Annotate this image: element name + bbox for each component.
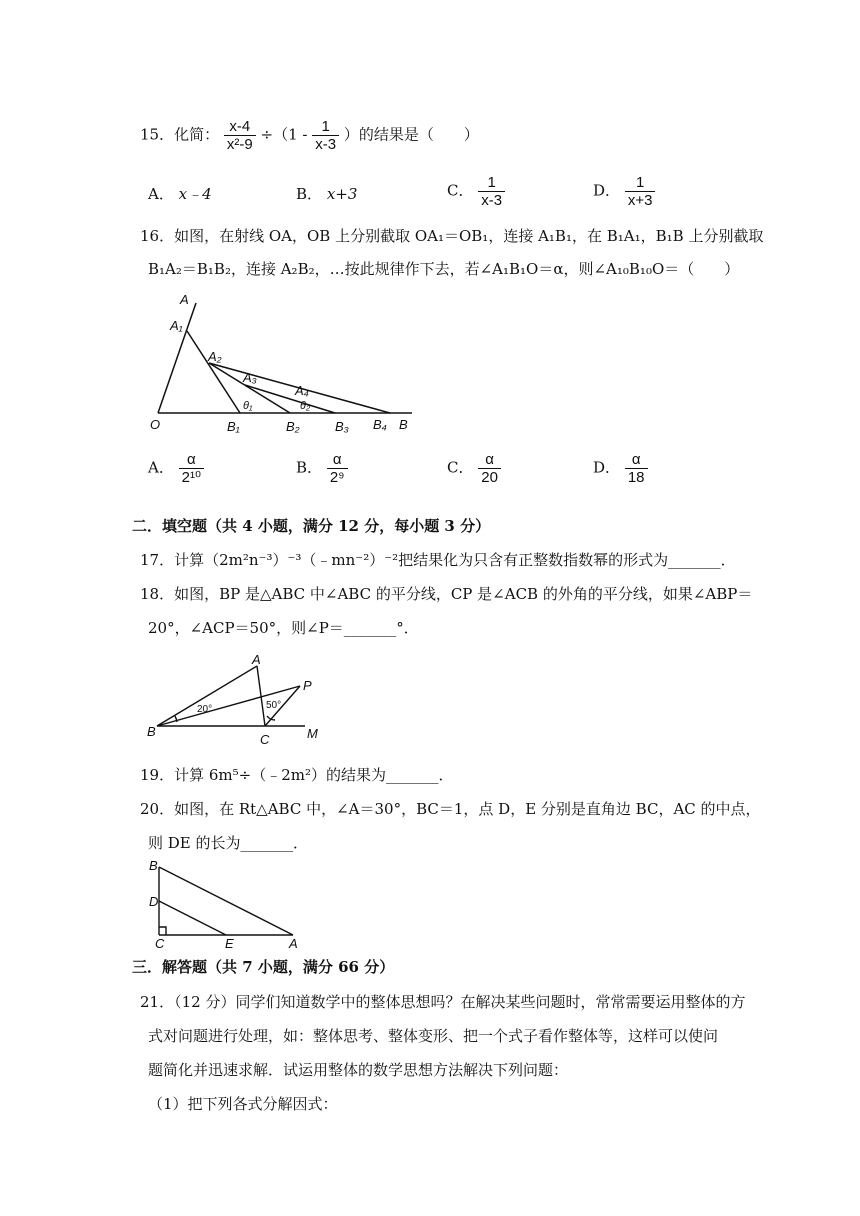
- denominator: x+3: [627, 192, 653, 209]
- numerator: 1: [478, 174, 505, 192]
- numerator: α: [179, 451, 204, 469]
- q15-option-b[interactable]: [296, 183, 357, 204]
- option-text: x+3: [326, 185, 358, 203]
- q21-line-2: 式对问题进行处理，如：整体思考、整体变形、把一个式子看作整体等，这样可以使问: [148, 1027, 719, 1045]
- label-A: A: [252, 652, 261, 667]
- frac1-numerator: x-4: [224, 118, 256, 136]
- label-angle-50: 50°: [266, 700, 282, 711]
- label-A: A: [289, 936, 298, 950]
- option-letter: D．: [593, 181, 621, 200]
- option-fraction: [478, 451, 501, 486]
- option-letter: C．: [447, 181, 474, 200]
- frac2-denominator: x-3: [315, 136, 337, 153]
- q15-line: [140, 118, 479, 153]
- option-text: x﹣4: [178, 185, 212, 203]
- label-C: C: [155, 936, 165, 950]
- q15-option-d[interactable]: [593, 174, 655, 209]
- q21-line-1: 21．（12 分）同学们知道数学中的整体思想吗？在解决某些问题时，常常需要运用整体的方: [140, 993, 746, 1011]
- label-A: A: [180, 292, 189, 307]
- q15-mid: ÷（1 -: [260, 125, 308, 144]
- numerator: 1: [625, 174, 656, 192]
- label-E: E: [225, 936, 234, 950]
- label-A3: A₃: [243, 370, 257, 385]
- q16-line-1: 16．如图，在射线 OA，OB 上分别截取 OA₁＝OB₁，连接 A₁B₁，在 B₁A₁，B₁B 上分别截取: [140, 227, 764, 245]
- label-B: B: [147, 724, 156, 739]
- q18-line-1: 18．如图，BP 是△ABC 中∠ABC 的平分线，CP 是∠ACB 的外角的平分线，如果∠ABP＝: [140, 585, 753, 603]
- label-angle-20: 20°: [197, 704, 213, 715]
- q16-figure: [140, 285, 430, 440]
- denominator: 2⁹: [329, 469, 345, 486]
- q18-line-2: 20°，∠ACP＝50°，则∠P＝_______°．: [148, 619, 419, 637]
- option-fraction: [179, 451, 204, 486]
- q21-line-4: （1）把下列各式分解因式：: [148, 1095, 338, 1113]
- option-letter: B．: [296, 185, 323, 203]
- label-B4: B₄: [373, 417, 387, 432]
- label-B3: B₃: [335, 419, 349, 434]
- frac1-denominator: x²-9: [226, 136, 253, 153]
- label-A4: A₄: [295, 383, 309, 398]
- q20-line-2: 则 DE 的长为_______．: [148, 834, 309, 852]
- q17-line: 17．计算（2m²n⁻³）⁻³（﹣mn⁻²）⁻²把结果化为只含有正整数指数幂的形式为_______．: [140, 551, 736, 569]
- option-fraction: [625, 174, 656, 209]
- label-B: B: [149, 858, 158, 873]
- option-letter: A．: [148, 458, 174, 477]
- q19-line: 19．计算 6m⁵÷（﹣2m²）的结果为_______．: [140, 766, 454, 784]
- q16-option-d[interactable]: [593, 451, 648, 486]
- label-theta1: θ₁: [243, 400, 253, 412]
- q18-figure: [145, 650, 335, 746]
- denominator: 18: [627, 469, 645, 486]
- label-theta2: θ₂: [300, 400, 311, 412]
- q15-option-a[interactable]: [148, 183, 212, 204]
- option-letter: B．: [296, 458, 323, 477]
- numerator: α: [625, 451, 648, 469]
- q15-option-c[interactable]: [447, 174, 505, 209]
- q16-option-a[interactable]: [148, 451, 204, 486]
- label-D: D: [149, 894, 159, 909]
- q16-line-2: B₁A₂＝B₁B₂，连接 A₂B₂，…按此规律作下去，若∠A₁B₁O＝α，则∠A₁₀B₁₀O＝（ ）: [148, 260, 740, 278]
- q20-figure: [145, 855, 310, 950]
- option-fraction: [625, 451, 648, 486]
- label-P: P: [303, 678, 312, 693]
- denominator: 2¹⁰: [181, 469, 201, 486]
- frac2-numerator: 1: [312, 118, 339, 136]
- option-fraction: [327, 451, 348, 486]
- q15-fraction-1: [224, 118, 256, 153]
- q15-fraction-2: [312, 118, 339, 153]
- label-C: C: [260, 732, 270, 746]
- q20-line-1: 20．如图，在 Rt△ABC 中，∠A＝30°，BC＝1，点 D，E 分别是直角边 BC，AC 的中点，: [140, 800, 761, 818]
- label-M: M: [307, 726, 318, 741]
- label-O: O: [150, 417, 161, 432]
- option-fraction: [478, 174, 505, 209]
- option-letter: C．: [447, 458, 474, 477]
- option-letter: A．: [148, 185, 174, 203]
- denominator: 20: [481, 469, 498, 486]
- label-A1: A₁: [170, 318, 183, 333]
- q16-option-c[interactable]: [447, 451, 501, 486]
- label-B2: B₂: [286, 419, 300, 434]
- q15-number: 15．: [140, 125, 175, 144]
- section-3-heading: 三．解答题（共 7 小题，满分 66 分）: [132, 958, 395, 976]
- section-2-heading: 二．填空题（共 4 小题，满分 12 分，每小题 3 分）: [132, 517, 491, 535]
- q16-option-b[interactable]: [296, 451, 348, 486]
- numerator: α: [478, 451, 501, 469]
- option-letter: D．: [593, 458, 621, 477]
- q15-prefix: 化简：: [174, 125, 220, 144]
- q15-suffix: ）的结果是（ ）: [343, 125, 479, 144]
- q21-line-3: 题简化并迅速求解．试运用整体的数学思想方法解决下列问题：: [148, 1061, 569, 1079]
- label-A2: A₂: [208, 349, 222, 364]
- label-B: B: [399, 417, 408, 432]
- denominator: x-3: [481, 192, 503, 209]
- label-B1: B₁: [227, 419, 240, 434]
- numerator: α: [327, 451, 348, 469]
